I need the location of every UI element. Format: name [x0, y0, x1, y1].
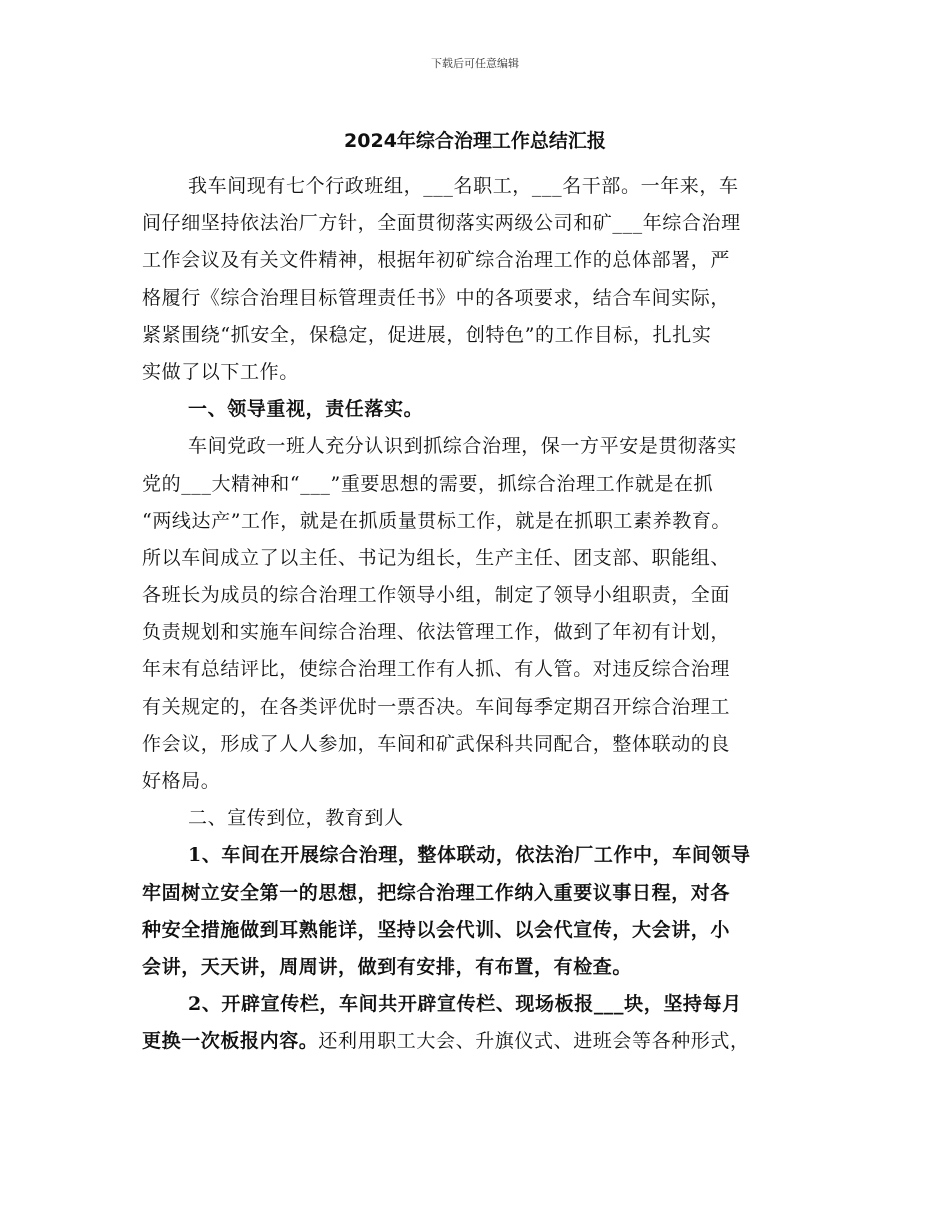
line-text: 所以车间成立了以主任、书记为组长，生产主任、团支部、职能组、 [142, 546, 731, 569]
section-heading [142, 391, 814, 428]
paragraph-line [142, 577, 814, 614]
paragraph-line [142, 205, 814, 242]
document-body [142, 168, 814, 1061]
paragraph-line [142, 540, 814, 577]
paragraph-line [142, 614, 814, 651]
line-text: 二、宣传到位，教育到人 [188, 807, 404, 830]
document-title: 2024年综合治理工作总结汇报 [344, 130, 606, 152]
paragraph-line [142, 466, 814, 503]
paragraph-line [142, 651, 814, 688]
paragraph-line [142, 689, 814, 726]
line-text: 1、车间在开展综合治理，整体联动，依法治厂工作中，车间领导 [188, 844, 751, 867]
line-text: 2、开辟宣传栏，车间共开辟宣传栏、现场板报___块，坚持每月 [188, 993, 742, 1016]
paragraph-line [142, 503, 814, 540]
paragraph-line [142, 837, 814, 874]
line-text: 好格局。 [142, 770, 221, 792]
paragraph-line [142, 949, 814, 986]
line-text: 种安全措施做到耳熟能详，坚持以会代训、以会代宣传，大会讲，小 [142, 918, 731, 941]
paragraph-line [142, 875, 814, 912]
line-text: 一、领导重视，责任落实。 [188, 398, 424, 421]
paragraph-line [142, 168, 814, 205]
line-text: 紧紧围绕“抓安全，保稳定，促进展，创特色”的工作目标，扎扎实 [142, 323, 712, 346]
line-text: 间仔细坚持依法治厂方针，全面贯彻落实两级公司和矿___年综合治理 [142, 212, 741, 235]
line-text: 实做了以下工作。 [142, 360, 299, 383]
line-text: 车间党政一班人充分认识到抓综合治理，保一方平安是贯彻落实 [188, 435, 737, 458]
paragraph-line [142, 726, 814, 763]
line-text: 作会议，形成了人人参加，车间和矿武保科共同配合，整体联动的良 [142, 732, 731, 755]
section-heading [142, 800, 814, 837]
line-text: 我车间现有七个行政班组，___名职工，___名干部。一年来，车 [188, 175, 739, 197]
line-text: 各班长为成员的综合治理工作领导小组，制定了领导小组职责，全面 [142, 584, 731, 607]
line-text: 格履行《综合治理目标管理责任书》中的各项要求，结合车间实际， [142, 286, 731, 309]
line-text: 有关规定的，在各类评优时一票否决。车间每季定期召开综合治理工 [142, 695, 731, 718]
paragraph-line [142, 317, 814, 354]
paragraph-line [142, 986, 814, 1023]
line-text: “两线达产”工作，就是在抓质量贯标工作，就是在抓职工素养教育。 [142, 509, 732, 532]
paragraph-line [142, 354, 814, 391]
line-text-tail: 还利用职工大会、升旗仪式、进班会等各种形式， [318, 1030, 750, 1053]
line-text: 牢固树立安全第一的思想，把综合治理工作纳入重要议事日程，对各 [142, 881, 731, 904]
line-text: 负责规划和实施车间综合治理、依法管理工作，做到了年初有计划， [142, 621, 731, 644]
paragraph-line [142, 912, 814, 949]
line-text: 工作会议及有关文件精神，根据年初矿综合治理工作的总体部署，严 [142, 249, 731, 272]
line-text: 更换一次板报内容。 [142, 1030, 319, 1053]
line-text: 年末有总结评比，使综合治理工作有人抓、有人管。对违反综合治理 [142, 658, 731, 681]
header-note: 下载后可任意编辑 [431, 57, 519, 70]
paragraph-line [142, 1023, 814, 1060]
paragraph-line [142, 280, 814, 317]
paragraph-line [142, 763, 814, 800]
line-text: 党的___大精神和“___”重要思想的需要，抓综合治理工作就是在抓 [142, 472, 714, 495]
line-text: 会讲，天天讲，周周讲，做到有安排，有布置，有检查。 [142, 955, 633, 978]
paragraph-line [142, 242, 814, 279]
paragraph-line [142, 428, 814, 465]
